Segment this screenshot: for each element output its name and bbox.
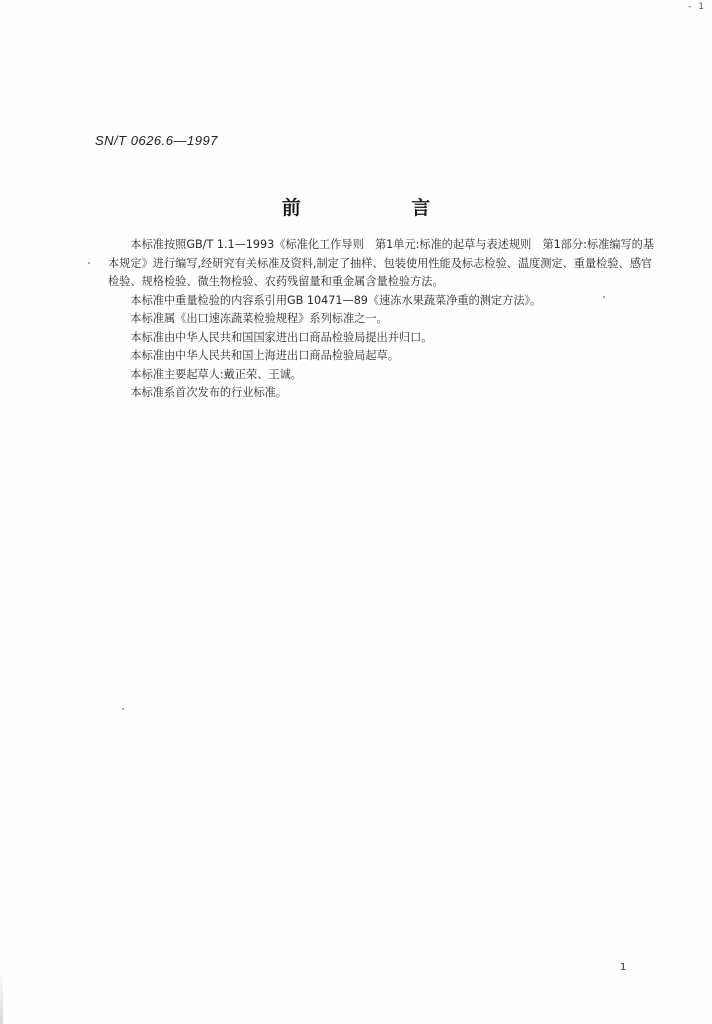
foreword-body	[108, 236, 656, 403]
standard-code: SN/T 0626.6—1997	[95, 133, 218, 148]
paragraph-7: 本标准系首次发布的行业标准。	[130, 386, 288, 399]
scan-corner-mark: - 1	[688, 2, 706, 12]
paragraph-3: 本标准属《出口速冻蔬菜检验规程》系列标准之一。	[130, 312, 388, 325]
scan-speck	[122, 708, 124, 710]
paragraph-6: 本标准主要起草人:戴正荣、王诚。	[130, 367, 302, 381]
paragraph-5: 本标准由中华人民共和国上海进出口商品检验局起草。	[130, 349, 399, 362]
paragraph-2: 本标准中重量检验的内容系引用GB 10471—89《速冻水果蔬菜净重的测定方法》。	[130, 293, 542, 307]
scan-speck	[88, 262, 90, 264]
paragraph-1: 本标准按照GB/T 1.1—1993《标准化工作导则 第1单元:标准的起草与表述规则 第1部分:标准编写的基本规定》进行编写,经研究有关标准及资料,制定了抽样、包装使用性能及标志检验、温度测定、重量检验、感官检验、规格检验、微生物检验、农药残留量和重金属含量检验方法。	[108, 238, 655, 288]
scan-speck	[603, 296, 605, 298]
paragraph-4: 本标准由中华人民共和国国家进出口商品检验局提出并归口。	[130, 330, 433, 344]
page-number: 1	[620, 962, 627, 973]
page-title: 前 言	[281, 197, 483, 219]
scan-edge-shadow	[0, 970, 3, 1024]
